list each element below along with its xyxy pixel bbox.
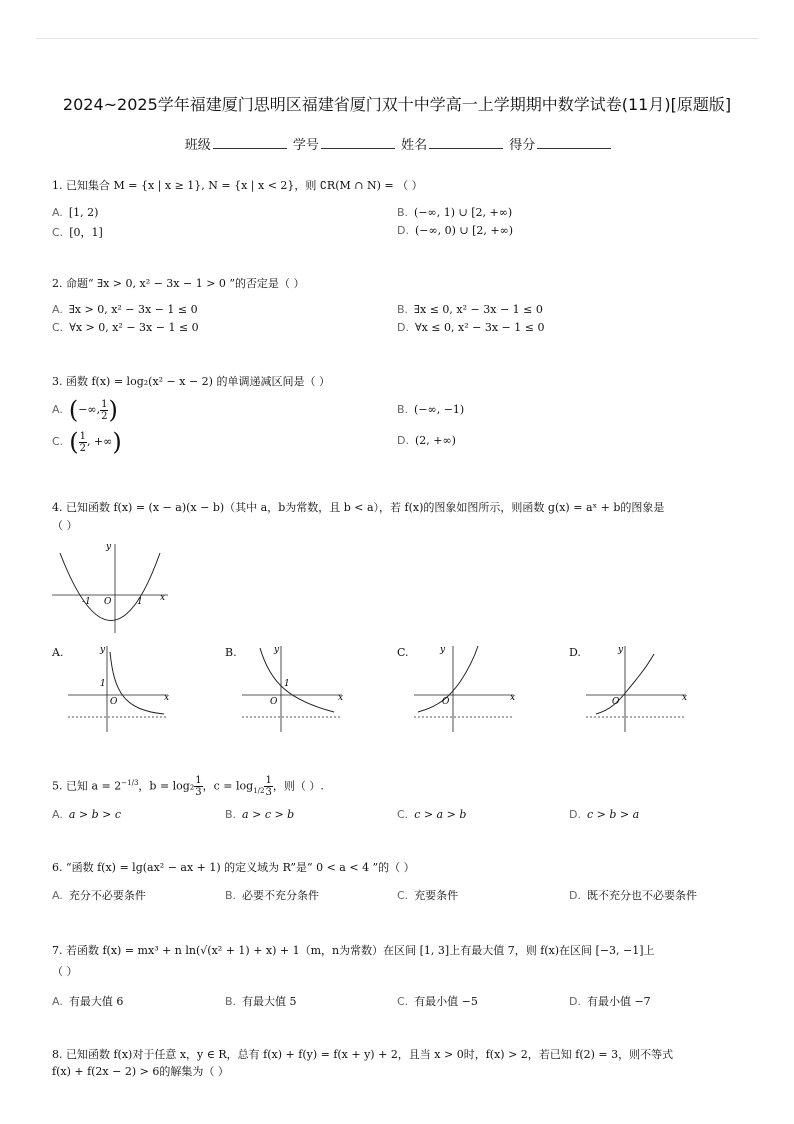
question-4-stem: 4. 已知函数 f(x) = (x − a)(x − b)（其中 a，b为常数，且 b < a），若 f(x)的图象如图所示，则函数 g(x) = aˣ + b的图象是 <box>52 501 665 514</box>
header-rule <box>36 38 758 39</box>
q3-option-c[interactable]: C. ( $\frac{1}{2}$ , +∞) <box>52 428 122 456</box>
q5-log-base: 1/2 <box>253 786 265 795</box>
q2-option-b-text: ∃x ≤ 0, x² − 3x − 1 ≤ 0 <box>414 303 543 316</box>
q5-fraction-b: $\frac{1}{3}$ <box>195 775 202 799</box>
q1-option-d[interactable] <box>397 224 513 237</box>
question-7-stem-cont: （ ） <box>52 965 78 978</box>
q4b-origin-label: O <box>270 697 278 707</box>
q3-option-c-post: , +∞ <box>86 435 113 448</box>
q6-option-a[interactable] <box>52 887 146 903</box>
q3-option-a-label: A. <box>52 403 63 416</box>
q6-option-a-text: 充分不必要条件 <box>68 889 146 902</box>
q5-option-b-label: B. <box>225 808 237 821</box>
q4-option-c-graph[interactable] <box>410 642 520 737</box>
q6-option-a-label: A. <box>52 889 63 902</box>
q4-y-label: y <box>106 542 112 552</box>
q7-option-c-text: 有最小值 −5 <box>414 995 478 1008</box>
q5-stem-mid: ，b = log₂ <box>138 779 195 793</box>
q5-option-a[interactable] <box>52 808 121 821</box>
q7-option-a-label: A. <box>52 995 63 1008</box>
q4a-curve <box>110 652 164 714</box>
q4-x-label: x <box>160 593 166 603</box>
q1-option-a-text: [1, 2) <box>68 206 99 219</box>
q5-option-a-text: a > b > c <box>68 808 122 821</box>
q7-option-b-label: B. <box>225 995 237 1008</box>
q4-option-a-graph[interactable] <box>64 642 174 737</box>
q6-option-d[interactable] <box>569 887 697 903</box>
q2-option-d-text: ∀x ≤ 0, x² − 3x − 1 ≤ 0 <box>414 321 545 334</box>
q3-option-b-text: (−∞, −1) <box>414 403 465 416</box>
q1-option-d-label: D. <box>397 224 409 237</box>
q6-option-d-label: D. <box>569 889 581 902</box>
q5-option-d-text: c > b > a <box>586 808 640 821</box>
q3-option-d-text: (2, +∞) <box>414 434 456 447</box>
q5-stem-mid2: ，c = log <box>202 779 254 793</box>
info-score-label: 得分 <box>509 138 536 153</box>
q4-one-label: 1 <box>137 597 143 607</box>
q3-option-b-label: B. <box>397 403 409 416</box>
q4a-origin-label: O <box>110 697 118 707</box>
info-name-blank[interactable] <box>429 137 503 149</box>
q6-option-c[interactable] <box>397 887 458 903</box>
q4c-x-label: x <box>510 693 516 703</box>
info-id-label: 学号 <box>292 138 319 153</box>
q4-option-b-graph[interactable] <box>238 642 348 737</box>
q2-option-c-text: ∀x > 0, x² − 3x − 1 ≤ 0 <box>69 321 199 334</box>
q5-option-b-text: a > c > b <box>242 808 295 821</box>
q6-option-b[interactable] <box>225 887 319 903</box>
info-score-blank[interactable] <box>537 137 611 149</box>
q7-option-d[interactable] <box>569 993 651 1009</box>
q4-option-b-label[interactable]: B. <box>225 646 237 659</box>
q4-option-d-graph[interactable] <box>582 642 692 737</box>
q4-option-d-label[interactable]: D. <box>569 646 581 659</box>
q5-option-a-label: A. <box>52 808 63 821</box>
q2-option-b-label: B. <box>397 303 409 316</box>
q6-option-d-text: 既不充分也不必要条件 <box>586 889 697 902</box>
q7-option-c[interactable] <box>397 993 478 1009</box>
q4b-y-label: y <box>274 645 280 655</box>
q1-option-c-text: [0，1] <box>69 226 103 239</box>
q4c-origin-label: O <box>442 697 450 707</box>
q6-option-c-text: 充要条件 <box>414 889 459 902</box>
q4b-x-label: x <box>338 693 344 703</box>
q2-option-b[interactable] <box>397 303 543 316</box>
q3-option-a-pre: −∞, <box>78 403 101 416</box>
q5-option-b[interactable] <box>225 808 294 821</box>
q1-option-b-text: (−∞, 1) ∪ [2, +∞) <box>414 206 513 219</box>
question-1-stem: 1. 已知集合 M = {x | x ≥ 1}, N = {x | x < 2}，则 ∁R(M ∩ N) = （ ） <box>52 179 423 192</box>
q5-exponent: −1/3 <box>121 779 139 787</box>
q4-parabola-figure <box>50 538 175 638</box>
info-class-label: 班级 <box>184 138 211 153</box>
q4c-y-label: y <box>440 645 446 655</box>
q4-option-c-label[interactable]: C. <box>397 646 409 659</box>
q7-option-a[interactable] <box>52 993 123 1009</box>
q4b-one-label: 1 <box>284 679 290 689</box>
q5-option-d-label: D. <box>569 808 581 821</box>
q5-option-c[interactable] <box>397 808 466 821</box>
q3-option-a[interactable]: A. (−∞, $\frac{1}{2}$ ) <box>52 396 118 424</box>
q7-option-c-label: C. <box>397 995 409 1008</box>
q4-origin-label: O <box>104 597 112 607</box>
question-8-stem: 8. 已知函数 f(x)对于任意 x，y ∈ R，总有 f(x) + f(y) = f(x + y) + 2，且当 x > 0时，f(x) > 2，若已知 f(2) = 3，则不等式 <box>52 1048 674 1061</box>
q6-option-b-text: 必要不充分条件 <box>242 889 320 902</box>
q7-option-d-text: 有最小值 −7 <box>586 995 651 1008</box>
q4-neg1-label: -1 <box>82 597 91 607</box>
info-name-label: 姓名 <box>401 138 428 153</box>
q4a-one-label: 1 <box>100 679 106 689</box>
question-6-stem: 6. “函数 f(x) = lg(ax² − ax + 1) 的定义域为 R”是“ 0 < a < 4 ”的（ ） <box>52 861 415 874</box>
q3-option-a-fraction: $\frac{1}{2}$ <box>101 398 108 422</box>
q7-option-d-label: D. <box>569 995 581 1008</box>
q2-option-d-label: D. <box>397 321 409 334</box>
q2-option-a[interactable] <box>52 303 198 316</box>
info-class-blank[interactable] <box>213 137 287 149</box>
q3-option-c-label: C. <box>52 435 64 448</box>
q1-option-d-text: (−∞, 0) ∪ [2, +∞) <box>414 224 514 237</box>
q5-option-d[interactable] <box>569 808 639 821</box>
q5-stem-end: ，则（ ）. <box>272 779 324 793</box>
q1-option-c[interactable] <box>52 224 103 240</box>
q7-option-b-text: 有最大值 5 <box>242 995 297 1008</box>
question-3-stem: 3. 函数 f(x) = log₂(x² − x − 2) 的单调递减区间是（ ） <box>52 375 330 388</box>
q2-option-c-label: C. <box>52 321 64 334</box>
q7-option-a-text: 有最大值 6 <box>68 995 124 1008</box>
q1-option-c-label: C. <box>52 226 64 239</box>
question-2-stem: 2. 命题“ ∃x > 0, x² − 3x − 1 > 0 ”的否定是（ ） <box>52 277 305 290</box>
q5-fraction-c: $\frac{1}{3}$ <box>265 775 272 799</box>
q2-option-a-text: ∃x > 0, x² − 3x − 1 ≤ 0 <box>68 303 198 316</box>
question-4-stem-cont: （ ） <box>52 519 78 532</box>
q4d-y-label: y <box>618 645 624 655</box>
q4d-x-label: x <box>682 693 688 703</box>
q4-parabola-curve <box>60 553 160 621</box>
q6-option-b-label: B. <box>225 889 237 902</box>
question-8-stem-cont: f(x) + f(2x − 2) > 6的解集为（ ） <box>52 1065 229 1078</box>
q7-option-b[interactable] <box>225 993 297 1009</box>
q4a-y-label: y <box>100 645 106 655</box>
q4a-x-label: x <box>164 693 170 703</box>
q1-option-b[interactable] <box>397 206 512 219</box>
q3-option-c-fraction: $\frac{1}{2}$ <box>79 430 86 454</box>
q5-option-c-label: C. <box>397 808 409 821</box>
q1-option-b-label: B. <box>397 206 409 219</box>
q1-option-a-label: A. <box>52 206 63 219</box>
q3-option-d[interactable] <box>397 434 456 447</box>
q2-option-d[interactable] <box>397 321 544 334</box>
question-5-stem <box>52 775 752 799</box>
page-title: 2024~2025学年福建厦门思明区福建省厦门双十中学高一上学期期中数学试卷(11月)[原题版] <box>62 95 732 114</box>
q5-stem-pre: 5. 已知 a = 2 <box>52 779 122 793</box>
q4d-origin-label: O <box>612 697 620 707</box>
q5-option-c-text: c > a > b <box>414 808 467 821</box>
q2-option-c[interactable] <box>52 321 199 334</box>
q3-option-d-label: D. <box>397 434 409 447</box>
q3-option-b[interactable] <box>397 403 464 416</box>
q1-option-a[interactable] <box>52 206 98 219</box>
q4-option-a-label[interactable]: A. <box>52 646 64 659</box>
q2-option-a-label: A. <box>52 303 63 316</box>
info-id-blank[interactable] <box>321 137 395 149</box>
student-info-row <box>0 134 794 153</box>
question-7-stem: 7. 若函数 f(x) = mx³ + n ln(√(x² + 1) + x) + 1（m，n为常数）在区间 [1, 3]上有最大值 7，则 f(x)在区间 [−3, −1]上 <box>52 944 655 957</box>
q6-option-c-label: C. <box>397 889 409 902</box>
